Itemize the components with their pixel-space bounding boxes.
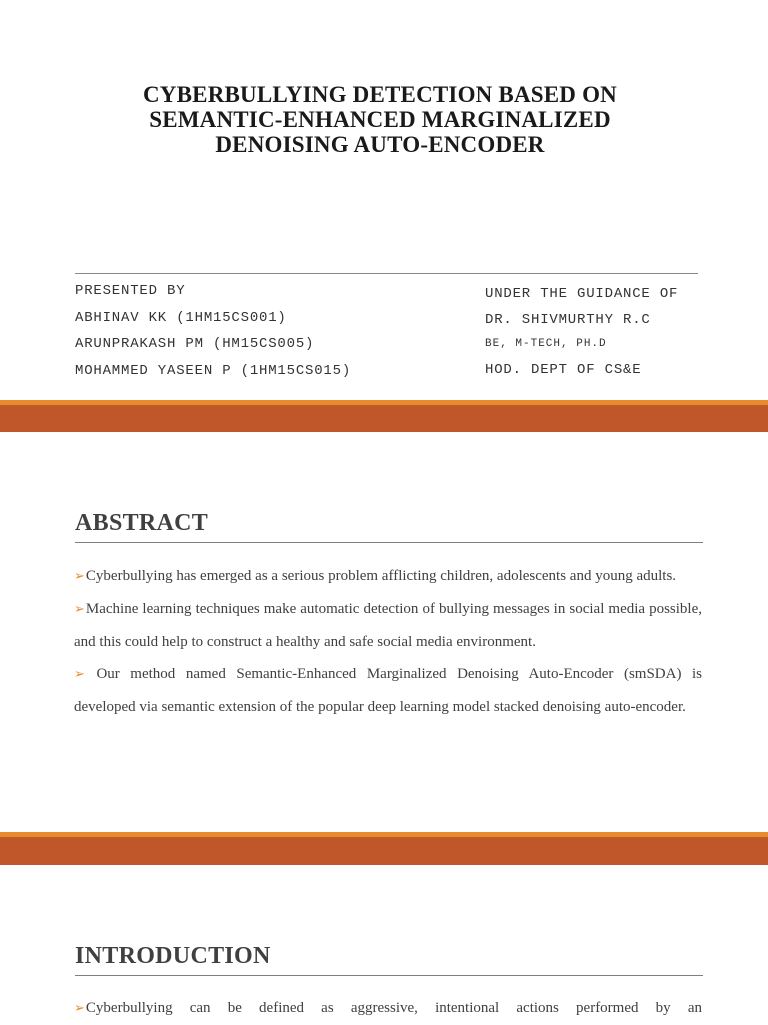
guide-name: DR. SHIVMURTHY R.C <box>485 312 651 328</box>
section-heading: INTRODUCTION <box>75 943 271 969</box>
list-item <box>74 992 702 1025</box>
bullet-text: Our method named Semantic-Enhanced Marginalized Denoising Auto-Encoder (smSDA) is developed via semantic extension of the popular deep learning model stacked denoising auto-encoder. <box>74 666 702 715</box>
list-item <box>74 560 702 593</box>
list-item <box>74 658 702 723</box>
introduction-slide <box>0 865 768 1024</box>
presentation-title <box>80 82 680 157</box>
presenter-name: ARUNPRAKASH PM (HM15CS005) <box>75 336 315 352</box>
introduction-bullet-list <box>74 992 702 1025</box>
slide-separator-band <box>0 832 768 865</box>
title-slide <box>0 0 768 400</box>
bullet-text: Cyberbullying has emerged as a serious problem afflicting children, adolescents and young adults. <box>85 568 677 584</box>
title-line: CYBERBULLYING DETECTION BASED ON <box>143 82 617 107</box>
orange-arrow-bullet-icon: ➢ <box>74 602 85 617</box>
bullet-text: Machine learning techniques make automatic detection of bullying messages in social media possible, and this could help to construct a healthy and safe social media environment. <box>74 601 702 650</box>
presented-by-label: PRESENTED BY <box>75 283 186 299</box>
orange-arrow-bullet-icon: ➢ <box>74 1001 85 1016</box>
title-line: SEMANTIC-ENHANCED MARGINALIZED <box>149 107 611 132</box>
list-item <box>74 593 702 658</box>
guide-position: HOD. DEPT OF CS&E <box>485 362 642 378</box>
slide-separator-band <box>0 400 768 432</box>
section-heading: ABSTRACT <box>75 510 209 536</box>
guide-qualification: BE, M-TECH, PH.D <box>485 338 607 350</box>
orange-arrow-bullet-icon: ➢ <box>74 667 85 682</box>
orange-arrow-bullet-icon: ➢ <box>74 569 85 584</box>
bullet-text: Cyberbullying can be defined as aggressive, intentional actions performed by an <box>85 1000 702 1016</box>
guidance-label: UNDER THE GUIDANCE OF <box>485 286 679 302</box>
presenter-name: ABHINAV KK (1HM15CS001) <box>75 310 287 326</box>
section-divider <box>75 975 703 976</box>
abstract-slide <box>0 432 768 832</box>
section-divider <box>75 542 703 543</box>
title-divider <box>75 273 698 274</box>
abstract-bullet-list <box>74 560 702 723</box>
presenter-name: MOHAMMED YASEEN P (1HM15CS015) <box>75 363 352 379</box>
title-line: DENOISING AUTO-ENCODER <box>215 132 545 157</box>
